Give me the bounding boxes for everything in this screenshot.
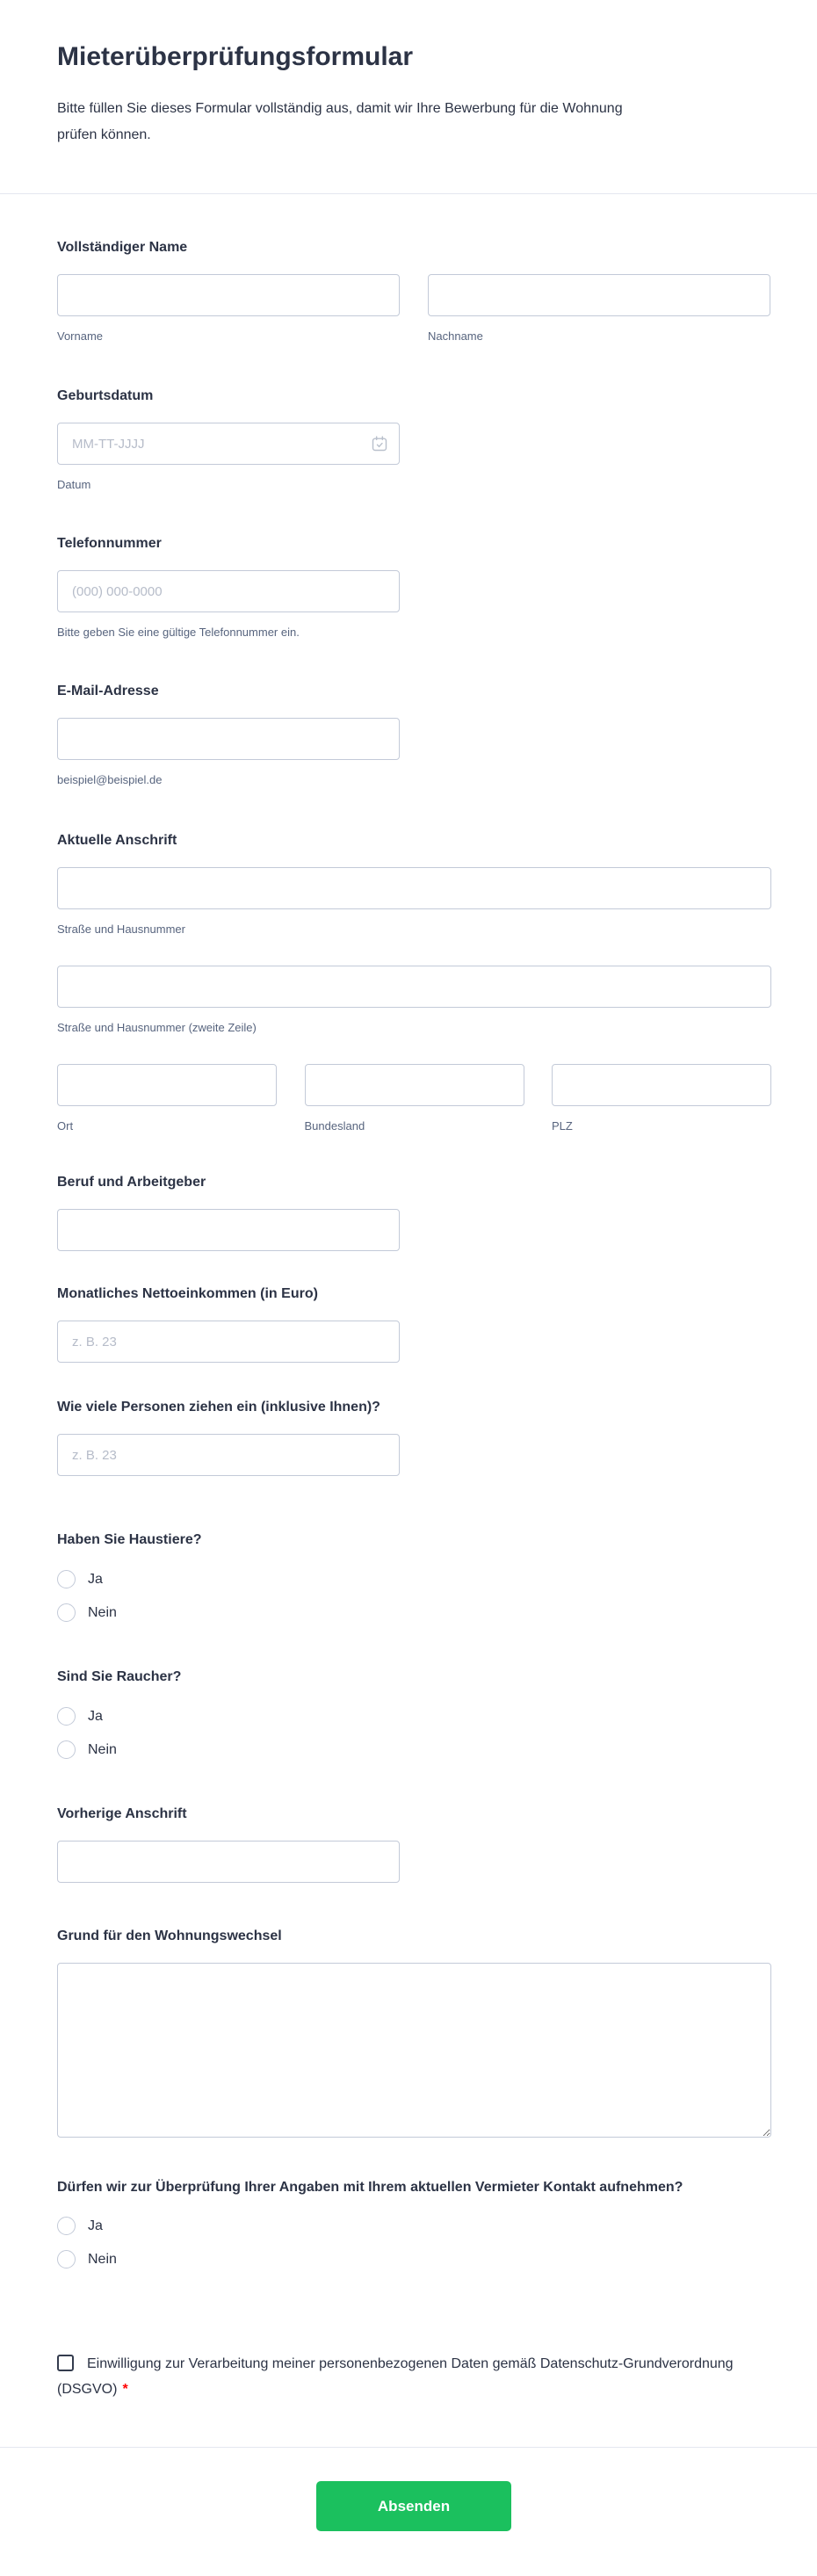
- calendar-icon[interactable]: [371, 435, 388, 452]
- last-name-sublabel: Nachname: [428, 329, 483, 343]
- occupation-input[interactable]: [57, 1209, 400, 1251]
- radio-option-label[interactable]: Ja: [88, 1709, 103, 1724]
- footer-divider: [0, 2447, 817, 2448]
- radio-circle-icon[interactable]: [57, 2217, 76, 2235]
- state-input[interactable]: [305, 1064, 524, 1106]
- consent-label[interactable]: Einwilligung zur Verarbeitung meiner personenbezogenen Daten gemäß Datenschutz-Grundverordnung (DSGVO): [57, 2356, 734, 2397]
- state-sublabel: Bundesland: [304, 1119, 365, 1132]
- field-current-address: [57, 832, 771, 1133]
- income-label: Monatliches Nettoeinkommen (in Euro): [57, 1286, 318, 1301]
- email-sublabel: beispiel@beispiel.de: [57, 773, 163, 786]
- phone-label: Telefonnummer: [57, 536, 162, 551]
- radio-option-label[interactable]: Nein: [88, 2252, 117, 2267]
- phone-input[interactable]: [57, 570, 400, 612]
- pets-option-ja[interactable]: [57, 1570, 771, 1588]
- pets-option-nein[interactable]: [57, 1603, 771, 1622]
- birthdate-input[interactable]: [57, 423, 400, 465]
- last-name-group: [428, 274, 770, 344]
- first-name-sublabel: Vorname: [57, 329, 104, 343]
- phone-helper: Bitte geben Sie eine gültige Telefonnummer ein.: [57, 626, 300, 639]
- street-sublabel: Straße und Hausnummer: [57, 923, 185, 936]
- field-phone: [57, 535, 771, 640]
- street-input[interactable]: [57, 867, 771, 909]
- radio-option-label[interactable]: Ja: [88, 2218, 103, 2233]
- landlord-option-nein[interactable]: [57, 2250, 771, 2268]
- field-occupation: [57, 1174, 771, 1251]
- city-input[interactable]: [57, 1064, 277, 1106]
- first-name-input[interactable]: [57, 274, 400, 316]
- city-group: [57, 1064, 277, 1133]
- radio-circle-icon[interactable]: [57, 1570, 76, 1588]
- radio-circle-icon[interactable]: [57, 1740, 76, 1759]
- page-subtitle: Bitte füllen Sie dieses Formular vollständig aus, damit wir Ihre Bewerbung für die Wohnung prüfen können.: [57, 101, 623, 142]
- birthdate-label: Geburtsdatum: [57, 388, 154, 403]
- state-group: [305, 1064, 524, 1133]
- smoker-label: Sind Sie Raucher?: [57, 1669, 182, 1684]
- address-label: Aktuelle Anschrift: [57, 833, 177, 848]
- email-input[interactable]: [57, 718, 400, 760]
- street2-sublabel: Straße und Hausnummer (zweite Zeile): [57, 1021, 257, 1034]
- move-reason-textarea[interactable]: [57, 1963, 771, 2138]
- email-label: E-Mail-Adresse: [57, 684, 159, 698]
- field-full-name: [57, 239, 771, 344]
- previous-address-label: Vorherige Anschrift: [57, 1806, 187, 1821]
- radio-circle-icon[interactable]: [57, 1707, 76, 1726]
- zip-sublabel: PLZ: [552, 1119, 573, 1132]
- persons-label: Wie viele Personen ziehen ein (inklusive Ihnen)?: [57, 1400, 380, 1415]
- field-persons: [57, 1399, 771, 1476]
- radio-circle-icon[interactable]: [57, 1603, 76, 1622]
- first-name-group: [57, 274, 400, 344]
- header-divider: [0, 193, 817, 194]
- zip-group: [552, 1064, 771, 1133]
- move-reason-label: Grund für den Wohnungswechsel: [57, 1928, 282, 1943]
- street2-input[interactable]: [57, 966, 771, 1008]
- last-name-input[interactable]: [428, 274, 770, 316]
- persons-input[interactable]: [57, 1434, 400, 1476]
- radio-option-label[interactable]: Ja: [88, 1572, 103, 1587]
- birthdate-sublabel: Datum: [57, 478, 91, 491]
- field-previous-address: [57, 1805, 771, 1883]
- previous-address-input[interactable]: [57, 1841, 400, 1883]
- page-title: Mieterüberprüfungsformular: [57, 42, 414, 71]
- consent-checkbox[interactable]: [57, 2355, 74, 2371]
- field-dsgvo-consent: [57, 2351, 751, 2402]
- form-header: [57, 40, 760, 148]
- pets-label: Haben Sie Haustiere?: [57, 1532, 202, 1547]
- smoker-option-nein[interactable]: [57, 1740, 771, 1759]
- field-email: [57, 683, 771, 787]
- zip-input[interactable]: [552, 1064, 771, 1106]
- field-income: [57, 1285, 771, 1363]
- field-smoker: [57, 1668, 771, 1759]
- smoker-option-ja[interactable]: [57, 1707, 771, 1726]
- field-move-reason: [57, 1928, 771, 2138]
- submit-button[interactable]: Absenden: [316, 2481, 511, 2531]
- landlord-contact-label: Dürfen wir zur Überprüfung Ihrer Angaben mit Ihrem aktuellen Vermieter Kontakt aufnehmen?: [57, 2180, 683, 2195]
- required-asterisk: *: [122, 2382, 128, 2397]
- field-birthdate: [57, 387, 771, 492]
- field-landlord-contact: [57, 2174, 771, 2268]
- occupation-label: Beruf und Arbeitgeber: [57, 1175, 206, 1190]
- income-input[interactable]: [57, 1321, 400, 1363]
- city-sublabel: Ort: [57, 1119, 74, 1132]
- landlord-option-ja[interactable]: [57, 2217, 771, 2235]
- radio-circle-icon[interactable]: [57, 2250, 76, 2268]
- radio-option-label[interactable]: Nein: [88, 1742, 117, 1757]
- radio-option-label[interactable]: Nein: [88, 1605, 117, 1620]
- field-pets: [57, 1531, 771, 1622]
- full-name-label: Vollständiger Name: [57, 240, 188, 255]
